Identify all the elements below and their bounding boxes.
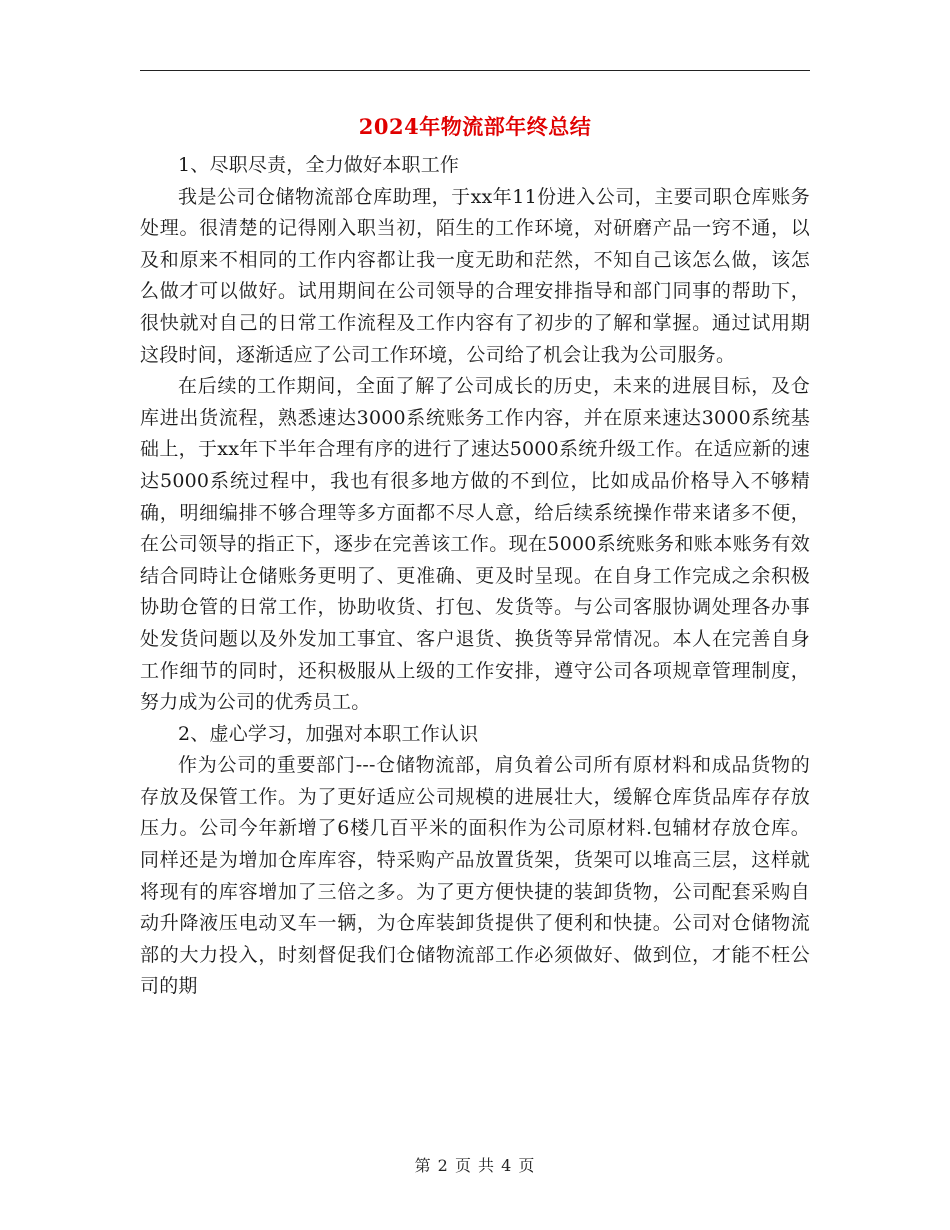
page-number: 第 2 页 共 4 页 [414,1156,536,1175]
page-title: 2024年物流部年终总结 [358,114,592,139]
section-heading-2: 2、虚心学习，加强对本职工作认识 [178,722,479,745]
document-body [140,150,810,1003]
paragraph-1: 我是公司仓储物流部仓库助理，于xx年11份进入公司，主要司职仓库账务处理。很清楚的记得刚入职当初，陌生的工作环境，对研磨产品一窍不通，以及和原来不相同的工作内容都让我一度无助和茫然，不知自己该怎么做，该怎么做才可以做好。试用期间在公司领导的合理安排指导和部门同事的帮助下，很快就对自己的日常工作流程及工作内容有了初步的了解和掌握。通过试用期这段时间，逐渐适应了公司工作环境，公司给了机会让我为公司服务。 [140,185,810,366]
paragraph-2: 在后续的工作期间，全面了解了公司成长的历史，未来的进展目标，及仓库进出货流程，熟悉速达3000系统账务工作内容，并在原来速达3000系统基础上，于xx年下半年合理有序的进行了速达5000系统升级工作。在适应新的速达5000系统过程中，我也有很多地方做的不到位，比如成品价格导入不够精确，明细编排不够合理等多方面都不尽人意，给后续系统操作带来诸多不便，在公司领导的指正下，逐步在完善该工作。现在5000系统账务和账本账务有效结合同時让仓储账务更明了、更准确、更及时呈现。在自身工作完成之余积极协助仓管的日常工作，协助收货、打包、发货等。与公司客服协调处理各办事处发货问题以及外发加工事宜、客户退货、换货等异常情况。本人在完善自身工作细节的同时，还积极服从上级的工作安排，遵守公司各项规章管理制度，努力成为公司的优秀员工。 [140,375,810,714]
page-footer [0,1153,950,1176]
section-heading-1: 1、尽职尽责，全力做好本职工作 [178,154,460,176]
paragraph-3: 作为公司的重要部门---仓储物流部，肩负着公司所有原材料和成品货物的存放及保管工作。为了更好适应公司规模的进展壮大，缓解仓库货品库存存放压力。公司今年新增了6楼几百平米的面积作为公司原材料.包辅材存放仓库。同样还是为增加仓库库容，特采购产品放置货架，货架可以堆高三层，这样就将现有的库容增加了三倍之多。为了更方便快捷的装卸货物，公司配套采购自动升降液压电动叉车一辆，为仓库装卸货提供了便利和快捷。公司对仓储物流部的大力投入，时刻督促我们仓储物流部工作必须做好、做到位，才能不枉公司的期 [140,754,810,998]
header-rule [140,70,810,71]
